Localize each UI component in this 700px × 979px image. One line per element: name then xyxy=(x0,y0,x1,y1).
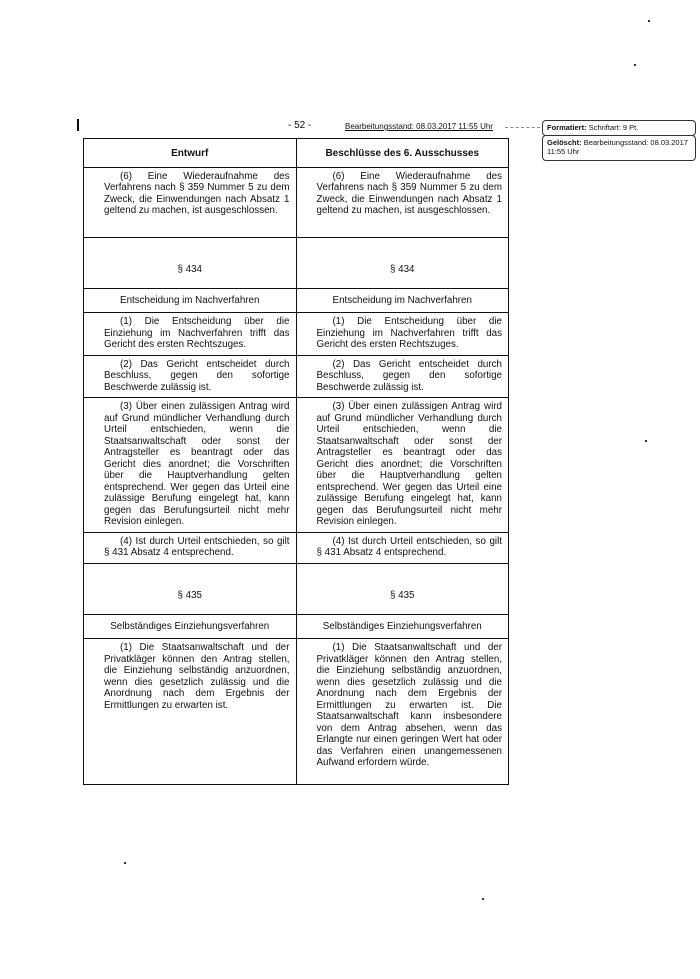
table-row xyxy=(84,639,509,785)
section-heading-right: § 435 xyxy=(296,563,509,614)
scan-speck xyxy=(634,64,636,66)
section-heading-right: § 434 xyxy=(296,237,509,288)
cell-left: (2) Das Gericht entscheidet durch Beschluss, gegen den sofortige Beschwerde zulässig ist. xyxy=(84,355,297,398)
table-row xyxy=(84,614,509,639)
cell-right: (1) Die Staatsanwaltschaft und der Privatkläger können den Antrag stellen, die Einziehung selbständig anzuordnen, wenn dies gesetzlich zulässig und die Anordnung nach dem Ergebnis der Ermittlungen zu erwarten ist. Die Staatsanwaltschaft kann insbesondere von dem Antrag absehen, wenn das Erlangte nur einen geringen Wert hat oder das Verfahren einen unangemessenen Aufwand erfordern würde. xyxy=(296,639,509,785)
section-heading-left: § 435 xyxy=(84,563,297,614)
cell-left: (6) Eine Wiederaufnahme des Verfahrens nach § 359 Nummer 5 zu dem Zweck, die Einwendungen nach Absatz 1 geltend zu machen, ist ausgeschlossen. xyxy=(84,167,297,237)
column-header-entwurf: Entwurf xyxy=(84,139,297,168)
margin-change-bar xyxy=(77,119,79,131)
cell-right: (1) Die Entscheidung über die Einziehung im Nachverfahren trifft das Gericht des ersten Rechtszuges. xyxy=(296,313,509,356)
page-number: - 52 - xyxy=(288,120,312,131)
section-title-left: Entscheidung im Nachverfahren xyxy=(84,288,297,313)
geloescht-label: Gelöscht: xyxy=(547,138,582,147)
geloescht-text: Bearbeitungsstand: 08.03.2017 11:55 Uhr xyxy=(547,138,688,156)
cell-left: (4) Ist durch Urteil entschieden, so gilt § 431 Absatz 4 entsprechend. xyxy=(84,532,297,563)
table-row xyxy=(84,288,509,313)
cell-right: (3) Über einen zulässigen Antrag wird auf Grund mündlicher Verhandlung durch Urteil entschieden, wenn die Staatsanwaltschaft oder sonst der Antragsteller es beantragt oder das Gericht dies anordnet; die Vorschriften über die Hauptverhandlung gelten entsprechend. Wer gegen das Urteil eine zulässige Berufung eingelegt hat, kann gegen das Berufungsurteil nicht mehr Revision einlegen. xyxy=(296,398,509,533)
cell-left: (3) Über einen zulässigen Antrag wird auf Grund mündlicher Verhandlung durch Urteil entschieden, wenn die Staatsanwaltschaft oder sonst der Antragsteller es beantragt oder das Gericht dies anordnet; die Vorschriften über die Hauptverhandlung gelten entsprechend. Wer gegen das Urteil eine zulässige Berufung eingelegt hat, kann gegen das Berufungsurteil nicht mehr Revision einlegen. xyxy=(84,398,297,533)
table-row xyxy=(84,167,509,237)
cell-right: (2) Das Gericht entscheidet durch Beschluss, gegen den sofortige Beschwerde zulässig ist. xyxy=(296,355,509,398)
synopsis-table xyxy=(83,138,509,785)
section-title-left: Selbständiges Einziehungsverfahren xyxy=(84,614,297,639)
table-row xyxy=(84,313,509,356)
geloescht-note[interactable] xyxy=(542,135,696,161)
section-title-right: Selbständiges Einziehungsverfahren xyxy=(296,614,509,639)
formatiert-label: Formatiert: xyxy=(547,123,587,132)
table-row xyxy=(84,398,509,533)
scan-speck xyxy=(648,20,650,22)
table-header-row xyxy=(84,139,509,168)
cell-right: (4) Ist durch Urteil entschieden, so gilt § 431 Absatz 4 entsprechend. xyxy=(296,532,509,563)
formatiert-note[interactable] xyxy=(542,120,696,136)
table-row xyxy=(84,563,509,614)
bearbeitungsstand: Bearbeitungsstand: 08.03.2017 11:55 Uhr xyxy=(345,122,493,131)
scan-speck xyxy=(645,440,647,442)
formatiert-text: Schriftart: 9 Pt. xyxy=(588,123,639,132)
table-row xyxy=(84,532,509,563)
column-header-beschluesse: Beschlüsse des 6. Ausschusses xyxy=(296,139,509,168)
table-row xyxy=(84,355,509,398)
cell-left: (1) Die Entscheidung über die Einziehung im Nachverfahren trifft das Gericht des ersten Rechtszuges. xyxy=(84,313,297,356)
section-title-right: Entscheidung im Nachverfahren xyxy=(296,288,509,313)
scan-speck xyxy=(482,898,484,900)
section-heading-left: § 434 xyxy=(84,237,297,288)
cell-left: (1) Die Staatsanwaltschaft und der Privatkläger können den Antrag stellen, die Einziehung selbständig anzuordnen, wenn dies gesetzlich zulässig und die Anordnung nach dem Ergebnis der Ermittlungen zu erwarten ist. xyxy=(84,639,297,785)
table-row xyxy=(84,237,509,288)
scan-speck xyxy=(124,862,126,864)
comment-connector xyxy=(505,127,540,128)
cell-right: (6) Eine Wiederaufnahme des Verfahrens nach § 359 Nummer 5 zu dem Zweck, die Einwendungen nach Absatz 1 geltend zu machen, ist ausgeschlossen. xyxy=(296,167,509,237)
